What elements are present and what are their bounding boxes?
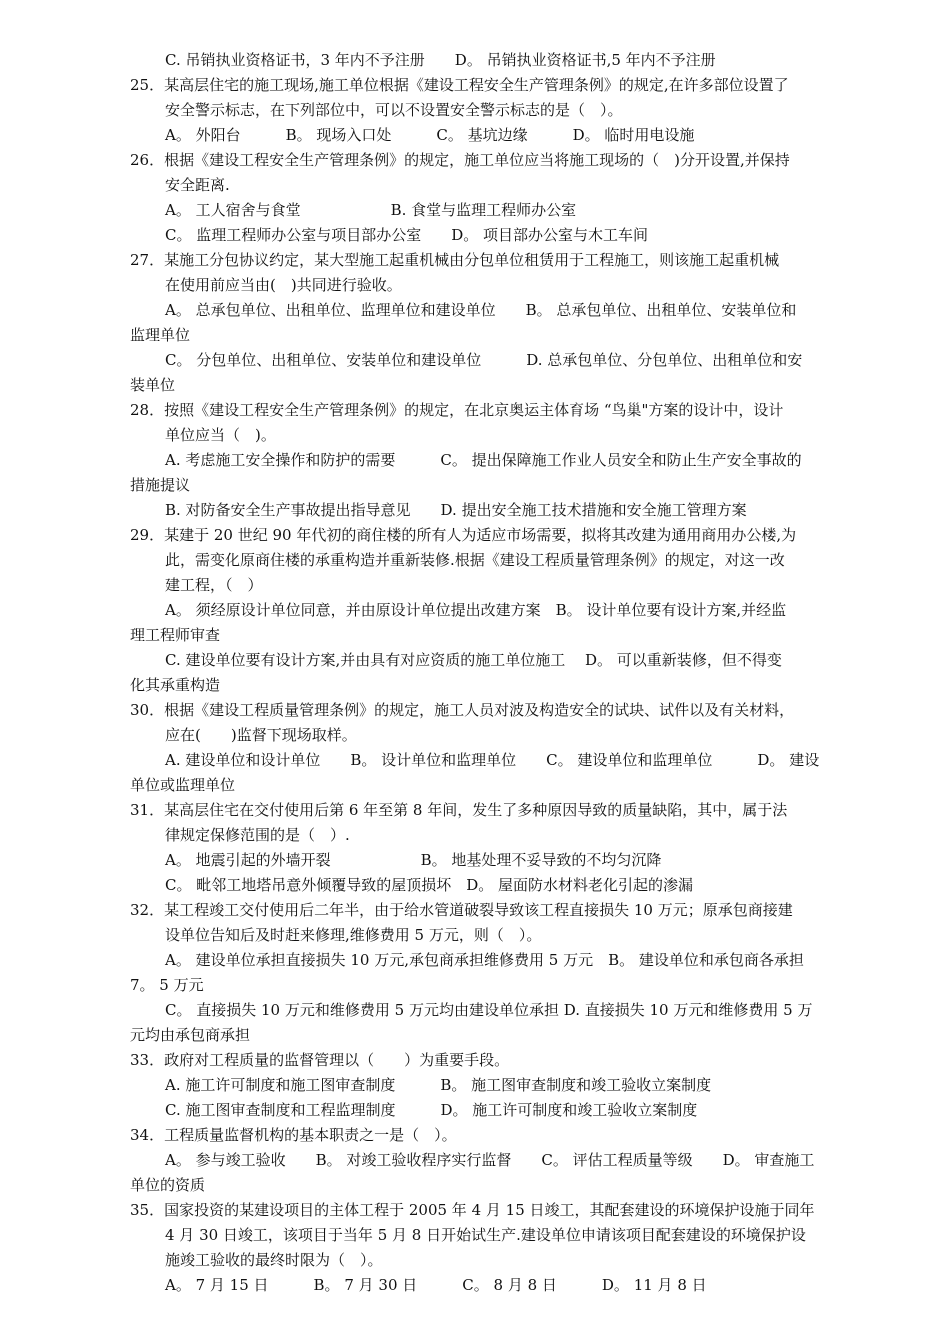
text-line: 措施提议 bbox=[130, 476, 191, 494]
answer-options-line: C. 施工图审查制度和工程监理制度 D。 施工许可制度和竣工验收立案制度 bbox=[165, 1101, 698, 1119]
answer-options-line: A。 参与竣工验收 B。 对竣工验收程序实行监督 C。 评估工程质量等级 D。 审查施工 bbox=[165, 1151, 815, 1169]
text-line: 此，需变化原商住楼的承重构造并重新装修.根据《建设工程质量管理条例》的规定，对这一改 bbox=[165, 551, 785, 569]
answer-options-line: A. 施工许可制度和施工图审查制度 B。 施工图审查制度和竣工验收立案制度 bbox=[165, 1076, 712, 1094]
text-line: 安全警示标志，在下列部位中，可以不设置安全警示标志的是（ ）。 bbox=[165, 101, 623, 119]
answer-options-line: A。 总承包单位、出租单位、监理单位和建设单位 B。 总承包单位、出租单位、安装单位和 bbox=[165, 301, 797, 319]
text-line: 律规定保修范围的是（ ）. bbox=[165, 826, 350, 844]
text-line: 建工程，（ ） bbox=[165, 576, 263, 594]
text-line: 监理单位 bbox=[130, 326, 191, 344]
answer-options-line: B. 对防备安全生产事故提出指导意见 D. 提出安全施工技术措施和安全施工管理方案 bbox=[165, 501, 747, 519]
answer-options-line: A。 7 月 15 日 B。 7 月 30 日 C。 8 月 8 日 D。 11 月 8 日 bbox=[165, 1276, 707, 1294]
question-stem-line: 30．根据《建设工程质量管理条例》的规定，施工人员对波及构造安全的试块、试件以及有关材料， bbox=[130, 701, 795, 719]
text-line: 元均由承包商承担 bbox=[130, 1026, 251, 1044]
text-line: 4 月 30 日竣工，该项目于当年 5 月 8 日开始试生产.建设单位申请该项目配套建设的环境保护设 bbox=[165, 1226, 806, 1244]
question-stem-line: 27．某施工分包协议约定，某大型施工起重机械由分包单位租赁用于工程施工，则该施工起重机械 bbox=[130, 251, 780, 269]
answer-options-line: A。 外阳台 B。 现场入口处 C。 基坑边缘 D。 临时用电设施 bbox=[165, 126, 695, 144]
text-line: 理工程师审查 bbox=[130, 626, 221, 644]
text-line: 在使用前应当由( )共同进行验收。 bbox=[165, 276, 402, 294]
question-stem-line: 26．根据《建设工程安全生产管理条例》的规定，施工单位应当将施工现场的（ )分开设置,并保持 bbox=[130, 151, 790, 169]
answer-options-line: C。 直接损失 10 万元和维修费用 5 万元均由建设单位承担 D. 直接损失 10 万元和维修费用 5 万 bbox=[165, 1001, 813, 1019]
answer-options-line: A. 建设单位和设计单位 B。 设计单位和监理单位 C。 建设单位和监理单位 D。 建设 bbox=[165, 751, 820, 769]
question-stem-line: 35．国家投资的某建设项目的主体工程于 2005 年 4 月 15 日竣工，其配套建设的环境保护设施于同年 bbox=[130, 1201, 815, 1219]
answer-options-line: C. 建设单位要有设计方案,并由具有对应资质的施工单位施工 D。 可以重新装修，但不得变 bbox=[165, 651, 782, 669]
answer-options-line: A。 地震引起的外墙开裂 B。 地基处理不妥导致的不均匀沉降 bbox=[165, 851, 662, 869]
text-line: 单位或监理单位 bbox=[130, 776, 236, 794]
text-line: 设单位告知后及时赶来修理,维修费用 5 万元，则（ ）。 bbox=[165, 926, 542, 944]
answer-options-line: C。 毗邻工地塔吊意外倾覆导致的屋顶损坏 D。 屋面防水材料老化引起的渗漏 bbox=[165, 876, 694, 894]
answer-options-line: C。 分包单位、出租单位、安装单位和建设单位 D. 总承包单位、分包单位、出租单位和安 bbox=[165, 351, 803, 369]
text-line: 化其承重构造 bbox=[130, 676, 221, 694]
answer-options-line: A。 须经原设计单位同意，并由原设计单位提出改建方案 B。 设计单位要有设计方案,并经监 bbox=[165, 601, 787, 619]
question-stem-line: 25．某高层住宅的施工现场,施工单位根据《建设工程安全生产管理条例》的规定,在许多部位设置了 bbox=[130, 76, 789, 94]
text-line: 单位的资质 bbox=[130, 1176, 206, 1194]
text-line: 7。 5 万元 bbox=[130, 976, 204, 994]
question-stem-line: 29．某建于 20 世纪 90 年代初的商住楼的所有人为适应市场需要，拟将其改建为通用商用办公楼,为 bbox=[130, 526, 797, 544]
question-stem-line: 33．政府对工程质量的监督管理以（ ）为重要手段。 bbox=[130, 1051, 510, 1069]
question-stem-line: 32．某工程竣工交付使用后二年半，由于给水管道破裂导致该工程直接损失 10 万元；原承包商接建 bbox=[130, 901, 793, 919]
text-line: 施竣工验收的最终时限为（ ）。 bbox=[165, 1251, 383, 1269]
answer-options-line: C。 监理工程师办公室与项目部办公室 D。 项目部办公室与木工车间 bbox=[165, 226, 649, 244]
answer-options-line: A。 工人宿舍与食堂 B. 食堂与监理工程师办公室 bbox=[165, 201, 577, 219]
question-stem-line: 34．工程质量监督机构的基本职责之一是（ ）。 bbox=[130, 1126, 457, 1144]
text-line: 安全距离. bbox=[165, 176, 230, 194]
answer-options-line: A. 考虑施工安全操作和防护的需要 C。 提出保障施工作业人员安全和防止生产安全事故的 bbox=[165, 451, 802, 469]
question-stem-line: 31．某高层住宅在交付使用后第 6 年至第 8 年间，发生了多种原因导致的质量缺陷，其中，属于法 bbox=[130, 801, 788, 819]
answer-options-line: C. 吊销执业资格证书，3 年内不予注册 D。 吊销执业资格证书,5 年内不予注册 bbox=[165, 51, 716, 69]
text-line: 装单位 bbox=[130, 376, 176, 394]
question-stem-line: 28．按照《建设工程安全生产管理条例》的规定，在北京奥运主体育场 “鸟巢"方案的设计中，设计 bbox=[130, 401, 784, 419]
answer-options-line: A。 建设单位承担直接损失 10 万元,承包商承担维修费用 5 万元 B。 建设单位和承包商各承担 bbox=[165, 951, 804, 969]
text-line: 应在( )监督下现场取样。 bbox=[165, 726, 357, 744]
text-line: 单位应当（ )。 bbox=[165, 426, 276, 444]
